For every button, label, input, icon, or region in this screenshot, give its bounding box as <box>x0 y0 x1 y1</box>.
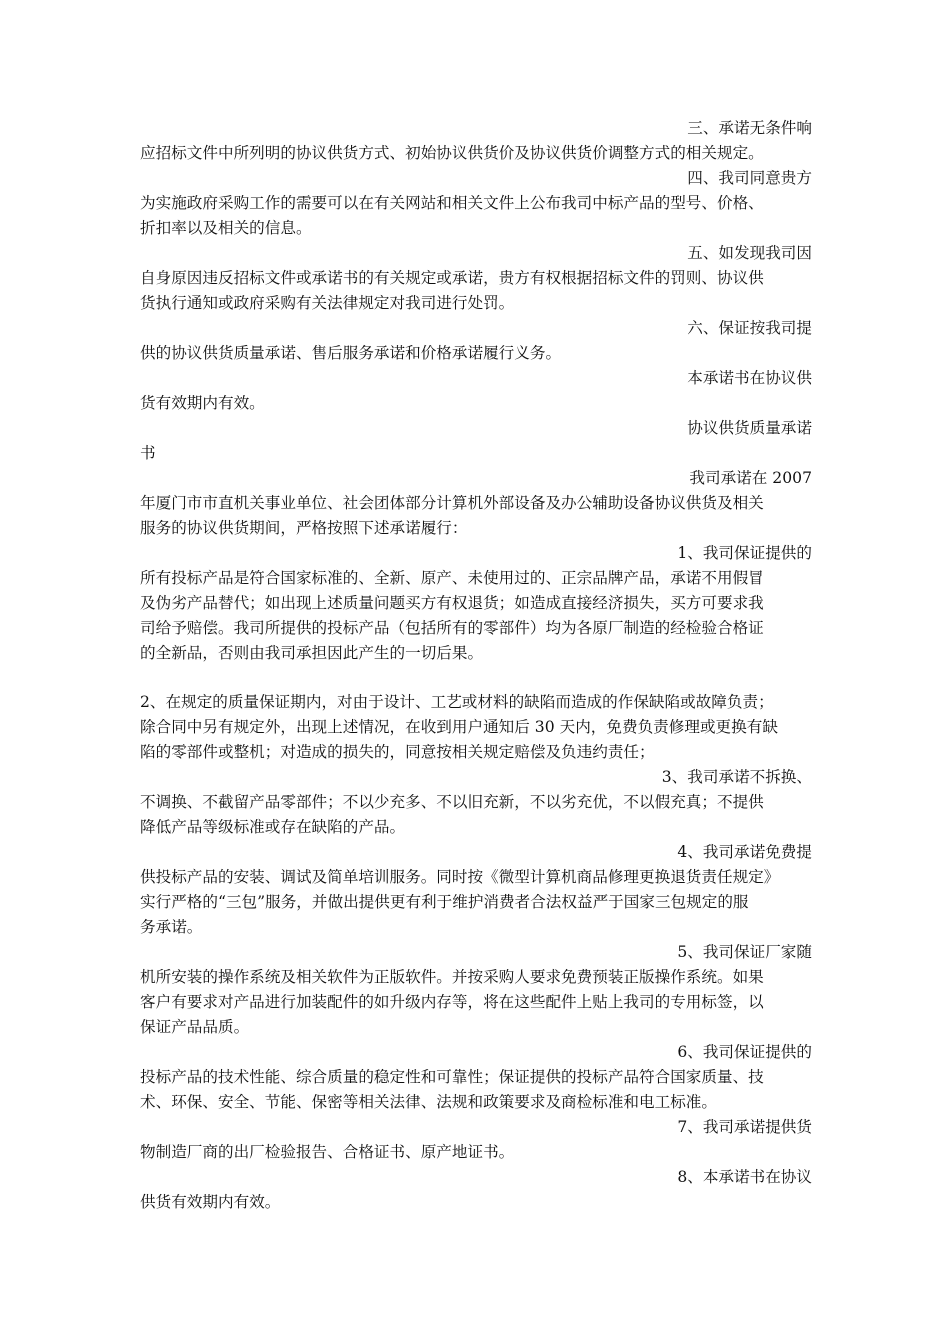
clause-text: 陷的零部件或整机；对造成的损失的，同意按相关规定赔偿及负违约责任； <box>140 743 655 761</box>
clause-lead: 3、我司承诺不拆换、 <box>661 768 812 786</box>
clause-text: 机所安装的操作系统及相关软件为正版软件。并按采购人要求免费预装正版操作系统。如果 <box>140 968 764 986</box>
clause-lead: 8、本承诺书在协议 <box>677 1168 812 1186</box>
clause-lead: 4、我司承诺免费提 <box>677 843 812 861</box>
clause-3 <box>140 116 812 166</box>
clause-text: 客户有要求对产品进行加装配件的如升级内存等，将在这些配件上贴上我司的专用标签，以 <box>140 993 764 1011</box>
clause-lead: 7、我司承诺提供货 <box>677 1118 812 1136</box>
clause-text: 供的协议供货质量承诺、售后服务承诺和价格承诺履行义务。 <box>140 344 562 362</box>
clause-lead: 6、我司保证提供的 <box>677 1043 812 1061</box>
clause-text: 物制造厂商的出厂检验报告、合格证书、原产地证书。 <box>140 1143 515 1161</box>
commitment-3 <box>140 765 812 840</box>
clause-lead: 我司承诺在 2007 <box>689 469 812 487</box>
clause-text: 服务的协议供货期间，严格按照下述承诺履行： <box>140 519 468 537</box>
clause-text: 所有投标产品是符合国家标准的、全新、原产、未使用过的、正宗品牌产品，承诺不用假冒 <box>140 569 764 587</box>
clause-text: 年厦门市市直机关事业单位、社会团体部分计算机外部设备及办公辅助设备协议供货及相关 <box>140 494 764 512</box>
commitment-8 <box>140 1165 812 1215</box>
clause-text: 务承诺。 <box>140 918 203 936</box>
clause-4 <box>140 166 812 241</box>
clause-text: 供投标产品的安装、调试及简单培训服务。同时按《微型计算机商品修理更换退货责任规定》 <box>140 868 780 886</box>
clause-text: 2、在规定的质量保证期内，对由于设计、工艺或材料的缺陷而造成的作保缺陷或故障负责； <box>140 693 774 711</box>
clause-text: 术、环保、安全、节能、保密等相关法律、法规和政策要求及商检标准和电工标准。 <box>140 1093 717 1111</box>
clause-text: 实行严格的“三包”服务，并做出提供更有利于维护消费者合法权益严于国家三包规定的服 <box>140 893 749 911</box>
clause-6 <box>140 316 812 366</box>
clause-lead: 六、保证按我司提 <box>687 319 812 337</box>
clause-text: 降低产品等级标准或存在缺陷的产品。 <box>140 818 406 836</box>
section-title-text: 书 <box>140 444 156 462</box>
clause-lead: 四、我司同意贵方 <box>687 169 812 187</box>
clause-text: 自身原因违反招标文件或承诺书的有关规定或承诺，贵方有权根据招标文件的罚则、协议供 <box>140 269 764 287</box>
clause-text: 供货有效期内有效。 <box>140 1193 281 1211</box>
commitment-4 <box>140 840 812 940</box>
commitment-2 <box>140 690 812 765</box>
clause-text: 应招标文件中所列明的协议供货方式、初始协议供货价及协议供货价调整方式的相关规定。 <box>140 144 764 162</box>
commitment-intro <box>140 466 812 541</box>
clause-lead: 5、我司保证厂家随 <box>677 943 812 961</box>
paragraph-gap <box>140 666 812 690</box>
clause-text: 司给予赔偿。我司所提供的投标产品（包括所有的零部件）均为各原厂制造的经检验合格证 <box>140 619 764 637</box>
clause-lead: 本承诺书在协议供 <box>687 369 812 387</box>
clause-lead: 五、如发现我司因 <box>687 244 812 262</box>
clause-text: 货执行通知或政府采购有关法律规定对我司进行处罚。 <box>140 294 515 312</box>
clause-text: 折扣率以及相关的信息。 <box>140 219 312 237</box>
clause-text: 保证产品品质。 <box>140 1018 250 1036</box>
clause-text: 除合同中另有规定外，出现上述情况，在收到用户通知后 30 天内，免费负责修理或更换有缺 <box>140 718 778 736</box>
clause-text: 的全新品，否则由我司承担因此产生的一切后果。 <box>140 644 484 662</box>
commitment-1 <box>140 541 812 666</box>
clause-text: 不调换、不截留产品零部件；不以少充多、不以旧充新，不以劣充优，不以假充真；不提供 <box>140 793 764 811</box>
document-body <box>140 116 812 1215</box>
commitment-5 <box>140 940 812 1040</box>
clause-lead: 1、我司保证提供的 <box>677 544 812 562</box>
clause-text: 投标产品的技术性能、综合质量的稳定性和可靠性；保证提供的投标产品符合国家质量、技 <box>140 1068 764 1086</box>
clause-5 <box>140 241 812 316</box>
clause-lead: 三、承诺无条件响 <box>687 119 812 137</box>
clause-text: 货有效期内有效。 <box>140 394 265 412</box>
section-title-lead: 协议供货质量承诺 <box>687 419 812 437</box>
validity-statement <box>140 366 812 416</box>
section-title <box>140 416 812 466</box>
clause-text: 及伪劣产品替代；如出现上述质量问题买方有权退货；如造成直接经济损失，买方可要求我 <box>140 594 764 612</box>
commitment-7 <box>140 1115 812 1165</box>
commitment-6 <box>140 1040 812 1115</box>
clause-text: 为实施政府采购工作的需要可以在有关网站和相关文件上公布我司中标产品的型号、价格、 <box>140 194 764 212</box>
